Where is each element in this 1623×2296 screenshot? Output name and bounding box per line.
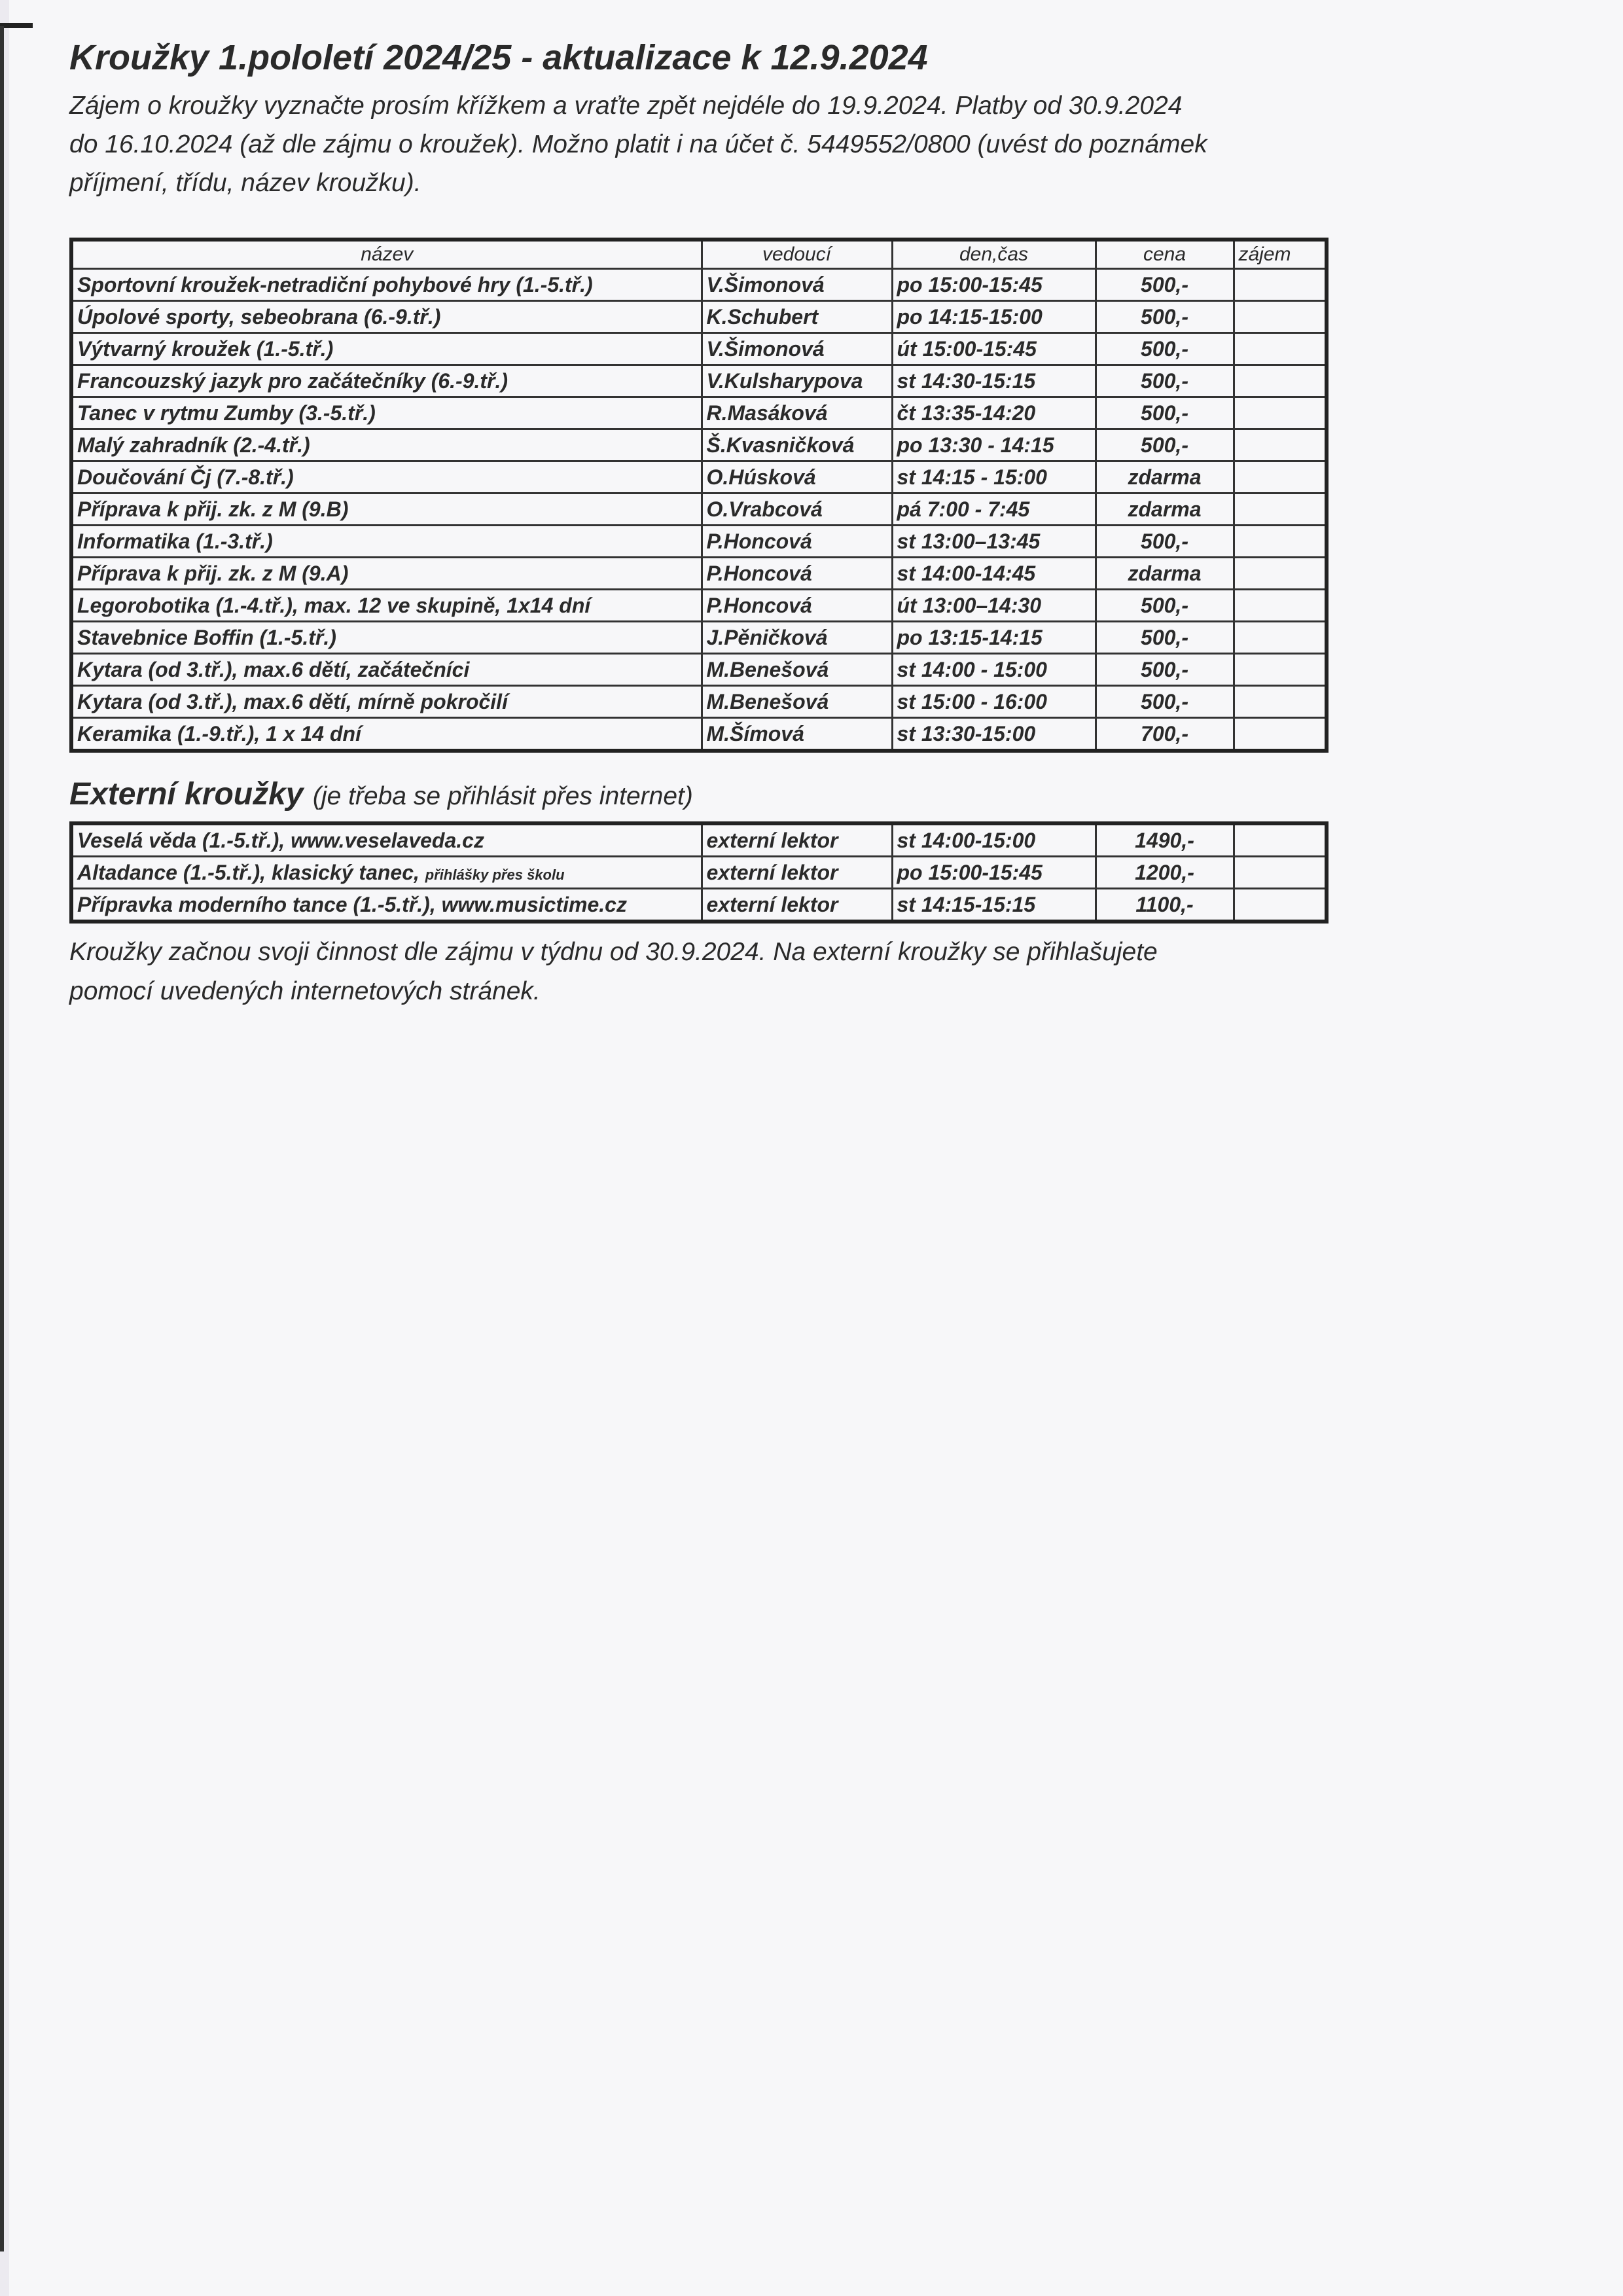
header-cena: cena [1096, 240, 1234, 269]
cell-zajem-checkbox[interactable] [1234, 397, 1327, 429]
cell-vedouci [702, 654, 892, 686]
cell-zajem-checkbox[interactable] [1234, 823, 1327, 857]
cell-vedouci-text: externí lektor [706, 860, 838, 884]
footer-line: Kroužky začnou svoji činnost dle zájmu v týdnu od 30.9.2024. Na externí kroužky se přihlašujete [69, 938, 1158, 966]
table-row [71, 493, 1327, 526]
cell-den-cas-text: st 13:30-15:00 [897, 721, 1036, 745]
cell-cena [1096, 526, 1234, 558]
cell-vedouci [702, 590, 892, 622]
document [69, 31, 1326, 1011]
cell-cena-text: 500,- [1141, 657, 1188, 681]
external-title: Externí kroužky [69, 777, 304, 812]
cell-den-cas-text: pá 7:00 - 7:45 [897, 497, 1030, 521]
cell-nazev-text: Informatika (1.-3.tř.) [77, 529, 273, 553]
cell-zajem-checkbox[interactable] [1234, 654, 1327, 686]
cell-cena [1096, 718, 1234, 751]
cell-nazev [71, 622, 702, 654]
cell-vedouci [702, 558, 892, 590]
cell-cena [1096, 301, 1234, 333]
cell-den-cas [892, 823, 1096, 857]
cell-den-cas [892, 397, 1096, 429]
cell-cena-text: 500,- [1141, 304, 1188, 329]
cell-zajem-checkbox[interactable] [1234, 493, 1327, 526]
cell-nazev-text: Malý zahradník (2.-4.tř.) [77, 433, 310, 457]
cell-vedouci [702, 857, 892, 889]
cell-vedouci [702, 526, 892, 558]
cell-vedouci [702, 301, 892, 333]
cell-zajem-checkbox[interactable] [1234, 686, 1327, 718]
cell-den-cas [892, 654, 1096, 686]
cell-den-cas-text: po 13:30 - 14:15 [897, 433, 1054, 457]
cell-den-cas-text: st 14:15 - 15:00 [897, 465, 1047, 489]
cell-den-cas-text: st 14:00-14:45 [897, 561, 1036, 585]
cell-vedouci-text: J.Pěničková [706, 625, 828, 649]
cell-nazev-text: Kytara (od 3.tř.), max.6 dětí, mírně pokročilí [77, 689, 508, 713]
cell-nazev-text: Příprava k přij. zk. z M (9.B) [77, 497, 349, 521]
cell-cena-text: 500,- [1141, 625, 1188, 649]
cell-den-cas-text: čt 13:35-14:20 [897, 401, 1036, 425]
cell-den-cas-text: st 13:00–13:45 [897, 529, 1041, 553]
cell-nazev [71, 365, 702, 397]
cell-cena-text: 500,- [1141, 593, 1188, 617]
cell-den-cas [892, 590, 1096, 622]
cell-zajem-checkbox[interactable] [1234, 365, 1327, 397]
cell-cena [1096, 333, 1234, 365]
cell-vedouci-text: externí lektor [706, 892, 838, 916]
cell-vedouci-text: V.Kulsharypova [706, 368, 863, 393]
table-row [71, 461, 1327, 493]
cell-den-cas [892, 365, 1096, 397]
cell-vedouci [702, 365, 892, 397]
cell-vedouci-text: M.Šímová [706, 721, 804, 745]
table-row [71, 823, 1327, 857]
cell-nazev-text: Veselá věda (1.-5.tř.), www.veselaveda.cz [77, 828, 484, 852]
cell-den-cas [892, 622, 1096, 654]
cell-cena [1096, 686, 1234, 718]
cell-vedouci-text: P.Honcová [706, 561, 812, 585]
external-clubs-table [69, 821, 1329, 924]
cell-nazev [71, 558, 702, 590]
cell-vedouci-text: P.Honcová [706, 529, 812, 553]
cell-den-cas [892, 493, 1096, 526]
clubs-table [69, 238, 1329, 753]
table-row [71, 526, 1327, 558]
cell-nazev-text: Kytara (od 3.tř.), max.6 dětí, začátečníci [77, 657, 470, 681]
cell-den-cas [892, 718, 1096, 751]
table-row [71, 622, 1327, 654]
cell-nazev-text: Legorobotika (1.-4.tř.), max. 12 ve skupině, 1x14 dní [77, 593, 591, 617]
header-zajem: zájem [1234, 240, 1327, 269]
footer-line: pomocí uvedených internetových stránek. [69, 977, 541, 1005]
cell-zajem-checkbox[interactable] [1234, 857, 1327, 889]
intro-line: Zájem o kroužky vyznačte prosím křížkem a vraťte zpět nejdéle do 19.9.2024. Platby od 30.9.2024 [69, 92, 1183, 120]
cell-vedouci-text: O.Vrabcová [706, 497, 823, 521]
cell-zajem-checkbox[interactable] [1234, 333, 1327, 365]
cell-cena-text: 500,- [1141, 272, 1188, 296]
table-row [71, 857, 1327, 889]
cell-den-cas-text: st 14:00-15:00 [897, 828, 1036, 852]
cell-den-cas-text: po 15:00-15:45 [897, 860, 1043, 884]
table-row [71, 269, 1327, 301]
cell-den-cas [892, 526, 1096, 558]
cell-zajem-checkbox[interactable] [1234, 590, 1327, 622]
cell-den-cas-text: po 15:00-15:45 [897, 272, 1043, 296]
cell-nazev-text: Altadance (1.-5.tř.), klasický tanec, [77, 860, 425, 884]
table-row [71, 686, 1327, 718]
cell-den-cas [892, 429, 1096, 461]
external-heading [69, 775, 1326, 821]
cell-nazev-text: Sportovní kroužek-netradiční pohybové hry (1.-5.tř.) [77, 272, 593, 296]
table-row [71, 301, 1327, 333]
cell-vedouci [702, 493, 892, 526]
cell-nazev [71, 590, 702, 622]
cell-cena-text: 500,- [1141, 368, 1188, 393]
table-row [71, 429, 1327, 461]
external-note: (je třeba se přihlásit přes internet) [312, 782, 693, 810]
cell-cena-text: zdarma [1128, 497, 1202, 521]
cell-zajem-checkbox[interactable] [1234, 269, 1327, 301]
clubs-table-body [71, 269, 1327, 751]
header-vedouci: vedoucí [702, 240, 892, 269]
cell-cena-text: 1490,- [1135, 828, 1194, 852]
cell-nazev-text: Keramika (1.-9.tř.), 1 x 14 dní [77, 721, 361, 745]
cell-den-cas-text: st 15:00 - 16:00 [897, 689, 1047, 713]
cell-vedouci [702, 269, 892, 301]
header-den-cas: den,čas [892, 240, 1096, 269]
cell-vedouci-text: K.Schubert [706, 304, 819, 329]
cell-nazev-text: Výtvarný kroužek (1.-5.tř.) [77, 336, 334, 361]
cell-vedouci-text: M.Benešová [706, 657, 829, 681]
cell-cena-text: zdarma [1128, 465, 1202, 489]
cell-zajem-checkbox[interactable] [1234, 889, 1327, 922]
cell-nazev-text: Francouzský jazyk pro začátečníky (6.-9.tř.) [77, 368, 508, 393]
cell-den-cas-text: po 14:15-15:00 [897, 304, 1043, 329]
cell-zajem-checkbox[interactable] [1234, 718, 1327, 751]
cell-nazev [71, 397, 702, 429]
cell-den-cas [892, 558, 1096, 590]
cell-den-cas [892, 686, 1096, 718]
cell-cena [1096, 365, 1234, 397]
cell-nazev [71, 333, 702, 365]
cell-den-cas [892, 889, 1096, 922]
cell-nazev-text: Příprava k přij. zk. z M (9.A) [77, 561, 349, 585]
cell-den-cas-text: st 14:00 - 15:00 [897, 657, 1047, 681]
cell-nazev [71, 301, 702, 333]
cell-nazev [71, 686, 702, 718]
cell-zajem-checkbox[interactable] [1234, 526, 1327, 558]
cell-vedouci-text: O.Húsková [706, 465, 816, 489]
cell-nazev-small-text: přihlášky přes školu [425, 866, 565, 883]
cell-vedouci [702, 333, 892, 365]
cell-vedouci-text: V.Šimonová [706, 336, 825, 361]
cell-cena [1096, 429, 1234, 461]
cell-cena-text: 500,- [1141, 401, 1188, 425]
cell-cena [1096, 493, 1234, 526]
cell-cena [1096, 590, 1234, 622]
cell-vedouci [702, 397, 892, 429]
cell-nazev [71, 654, 702, 686]
table-row [71, 558, 1327, 590]
cell-cena-text: 700,- [1141, 721, 1188, 745]
cell-vedouci-text: Š.Kvasničková [706, 433, 855, 457]
intro-paragraph [69, 86, 1300, 202]
cell-vedouci [702, 718, 892, 751]
cell-vedouci-text: externí lektor [706, 828, 838, 852]
table-row [71, 365, 1327, 397]
cell-cena [1096, 461, 1234, 493]
intro-line: do 16.10.2024 (až dle zájmu o kroužek). Možno platit i na účet č. 5449552/0800 (uvést do poznámek [69, 130, 1207, 158]
cell-den-cas [892, 461, 1096, 493]
cell-nazev [71, 718, 702, 751]
cell-den-cas-text: út 13:00–14:30 [897, 593, 1042, 617]
cell-den-cas-text: st 14:30-15:15 [897, 368, 1036, 393]
cell-den-cas-text: út 15:00-15:45 [897, 336, 1037, 361]
cell-nazev [71, 429, 702, 461]
table-row [71, 718, 1327, 751]
cell-nazev [71, 493, 702, 526]
cell-den-cas [892, 269, 1096, 301]
cell-den-cas [892, 301, 1096, 333]
cell-nazev-text: Tanec v rytmu Zumby (3.-5.tř.) [77, 401, 376, 425]
cell-cena-text: 1200,- [1135, 860, 1194, 884]
cell-vedouci-text: M.Benešová [706, 689, 829, 713]
cell-vedouci [702, 429, 892, 461]
cell-cena-text: zdarma [1128, 561, 1202, 585]
cell-den-cas [892, 857, 1096, 889]
cell-cena [1096, 654, 1234, 686]
scan-edge-mark [0, 0, 9, 2296]
cell-zajem-checkbox[interactable] [1234, 622, 1327, 654]
cell-cena [1096, 857, 1234, 889]
cell-nazev [71, 889, 702, 922]
cell-vedouci [702, 461, 892, 493]
cell-vedouci [702, 823, 892, 857]
table-row [71, 333, 1327, 365]
cell-cena [1096, 269, 1234, 301]
table-row [71, 654, 1327, 686]
table-header-row [71, 240, 1327, 269]
cell-cena-text: 500,- [1141, 689, 1188, 713]
cell-nazev-text: Úpolové sporty, sebeobrana (6.-9.tř.) [77, 304, 441, 329]
cell-vedouci-text: R.Masáková [706, 401, 828, 425]
cell-vedouci [702, 622, 892, 654]
cell-cena-text: 1100,- [1135, 892, 1194, 916]
cell-zajem-checkbox[interactable] [1234, 301, 1327, 333]
footer-paragraph [69, 933, 1300, 1011]
cell-cena [1096, 823, 1234, 857]
table-row [71, 590, 1327, 622]
cell-zajem-checkbox[interactable] [1234, 558, 1327, 590]
cell-vedouci-text: V.Šimonová [706, 272, 825, 296]
header-nazev: název [71, 240, 702, 269]
document-title: Kroužky 1.pololetí 2024/25 - aktualizace k 12.9.2024 [69, 38, 928, 77]
cell-nazev [71, 823, 702, 857]
cell-nazev [71, 269, 702, 301]
cell-cena [1096, 558, 1234, 590]
cell-den-cas-text: st 14:15-15:15 [897, 892, 1036, 916]
cell-cena [1096, 622, 1234, 654]
external-clubs-table-body [71, 823, 1327, 922]
cell-vedouci-text: P.Honcová [706, 593, 812, 617]
cell-den-cas-text: po 13:15-14:15 [897, 625, 1043, 649]
cell-nazev-text: Stavebnice Boffin (1.-5.tř.) [77, 625, 336, 649]
cell-nazev-text: Doučování Čj (7.-8.tř.) [77, 465, 294, 489]
cell-cena [1096, 889, 1234, 922]
cell-cena-text: 500,- [1141, 529, 1188, 553]
cell-cena-text: 500,- [1141, 336, 1188, 361]
cell-den-cas [892, 333, 1096, 365]
cell-zajem-checkbox[interactable] [1234, 461, 1327, 493]
cell-zajem-checkbox[interactable] [1234, 429, 1327, 461]
table-row [71, 397, 1327, 429]
cell-vedouci [702, 686, 892, 718]
intro-line: příjmení, třídu, název kroužku). [69, 169, 421, 197]
cell-cena [1096, 397, 1234, 429]
cell-cena-text: 500,- [1141, 433, 1188, 457]
cell-vedouci [702, 889, 892, 922]
cell-nazev [71, 526, 702, 558]
cell-nazev [71, 857, 702, 889]
table-row [71, 889, 1327, 922]
cell-nazev [71, 461, 702, 493]
cell-nazev-text: Přípravka moderního tance (1.-5.tř.), www.musictime.cz [77, 892, 627, 916]
